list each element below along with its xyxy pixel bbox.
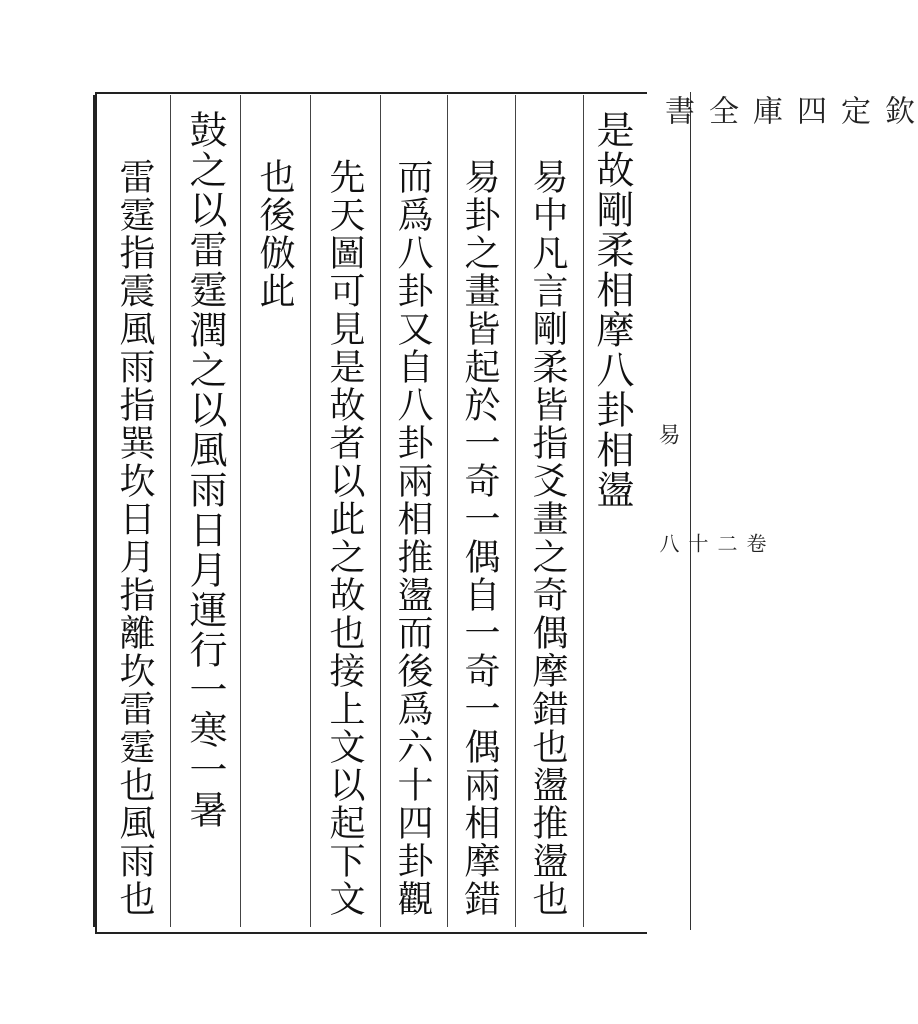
text-column-commentary: 先天圖可見是故者以此之故也接上文以起下文	[324, 158, 365, 918]
text-column-main: 鼓之以雷霆潤之以風雨日月運行一寒一暑	[183, 110, 227, 830]
left-border	[93, 95, 95, 927]
column-rule	[170, 95, 171, 927]
margin-border	[690, 92, 691, 930]
text-column-commentary: 易卦之畫皆起於一奇一偶自一奇一偶兩相摩錯	[459, 158, 500, 918]
section-mark: 易	[655, 423, 680, 446]
text-column-main: 是故剛柔相摩八卦相盪	[590, 110, 634, 510]
book-title: 欽定四庫全書	[659, 95, 914, 126]
text-column-commentary: 易中凡言剛柔皆指爻畫之奇偶摩錯也盪推盪也	[527, 158, 568, 918]
column-rule	[240, 95, 241, 927]
volume-number: 卷二十八	[656, 533, 767, 554]
column-rule	[310, 95, 311, 927]
column-rule	[515, 95, 516, 927]
text-column-commentary: 而爲八卦又自八卦兩相推盪而後爲六十四卦觀	[392, 158, 433, 918]
column-rule	[583, 95, 584, 927]
column-rule	[380, 95, 381, 927]
column-rule	[447, 95, 448, 927]
text-column-commentary: 雷霆指震風雨指巽坎日月指離坎雷霆也風雨也	[114, 158, 155, 918]
text-column-commentary: 也後倣此	[254, 158, 295, 310]
